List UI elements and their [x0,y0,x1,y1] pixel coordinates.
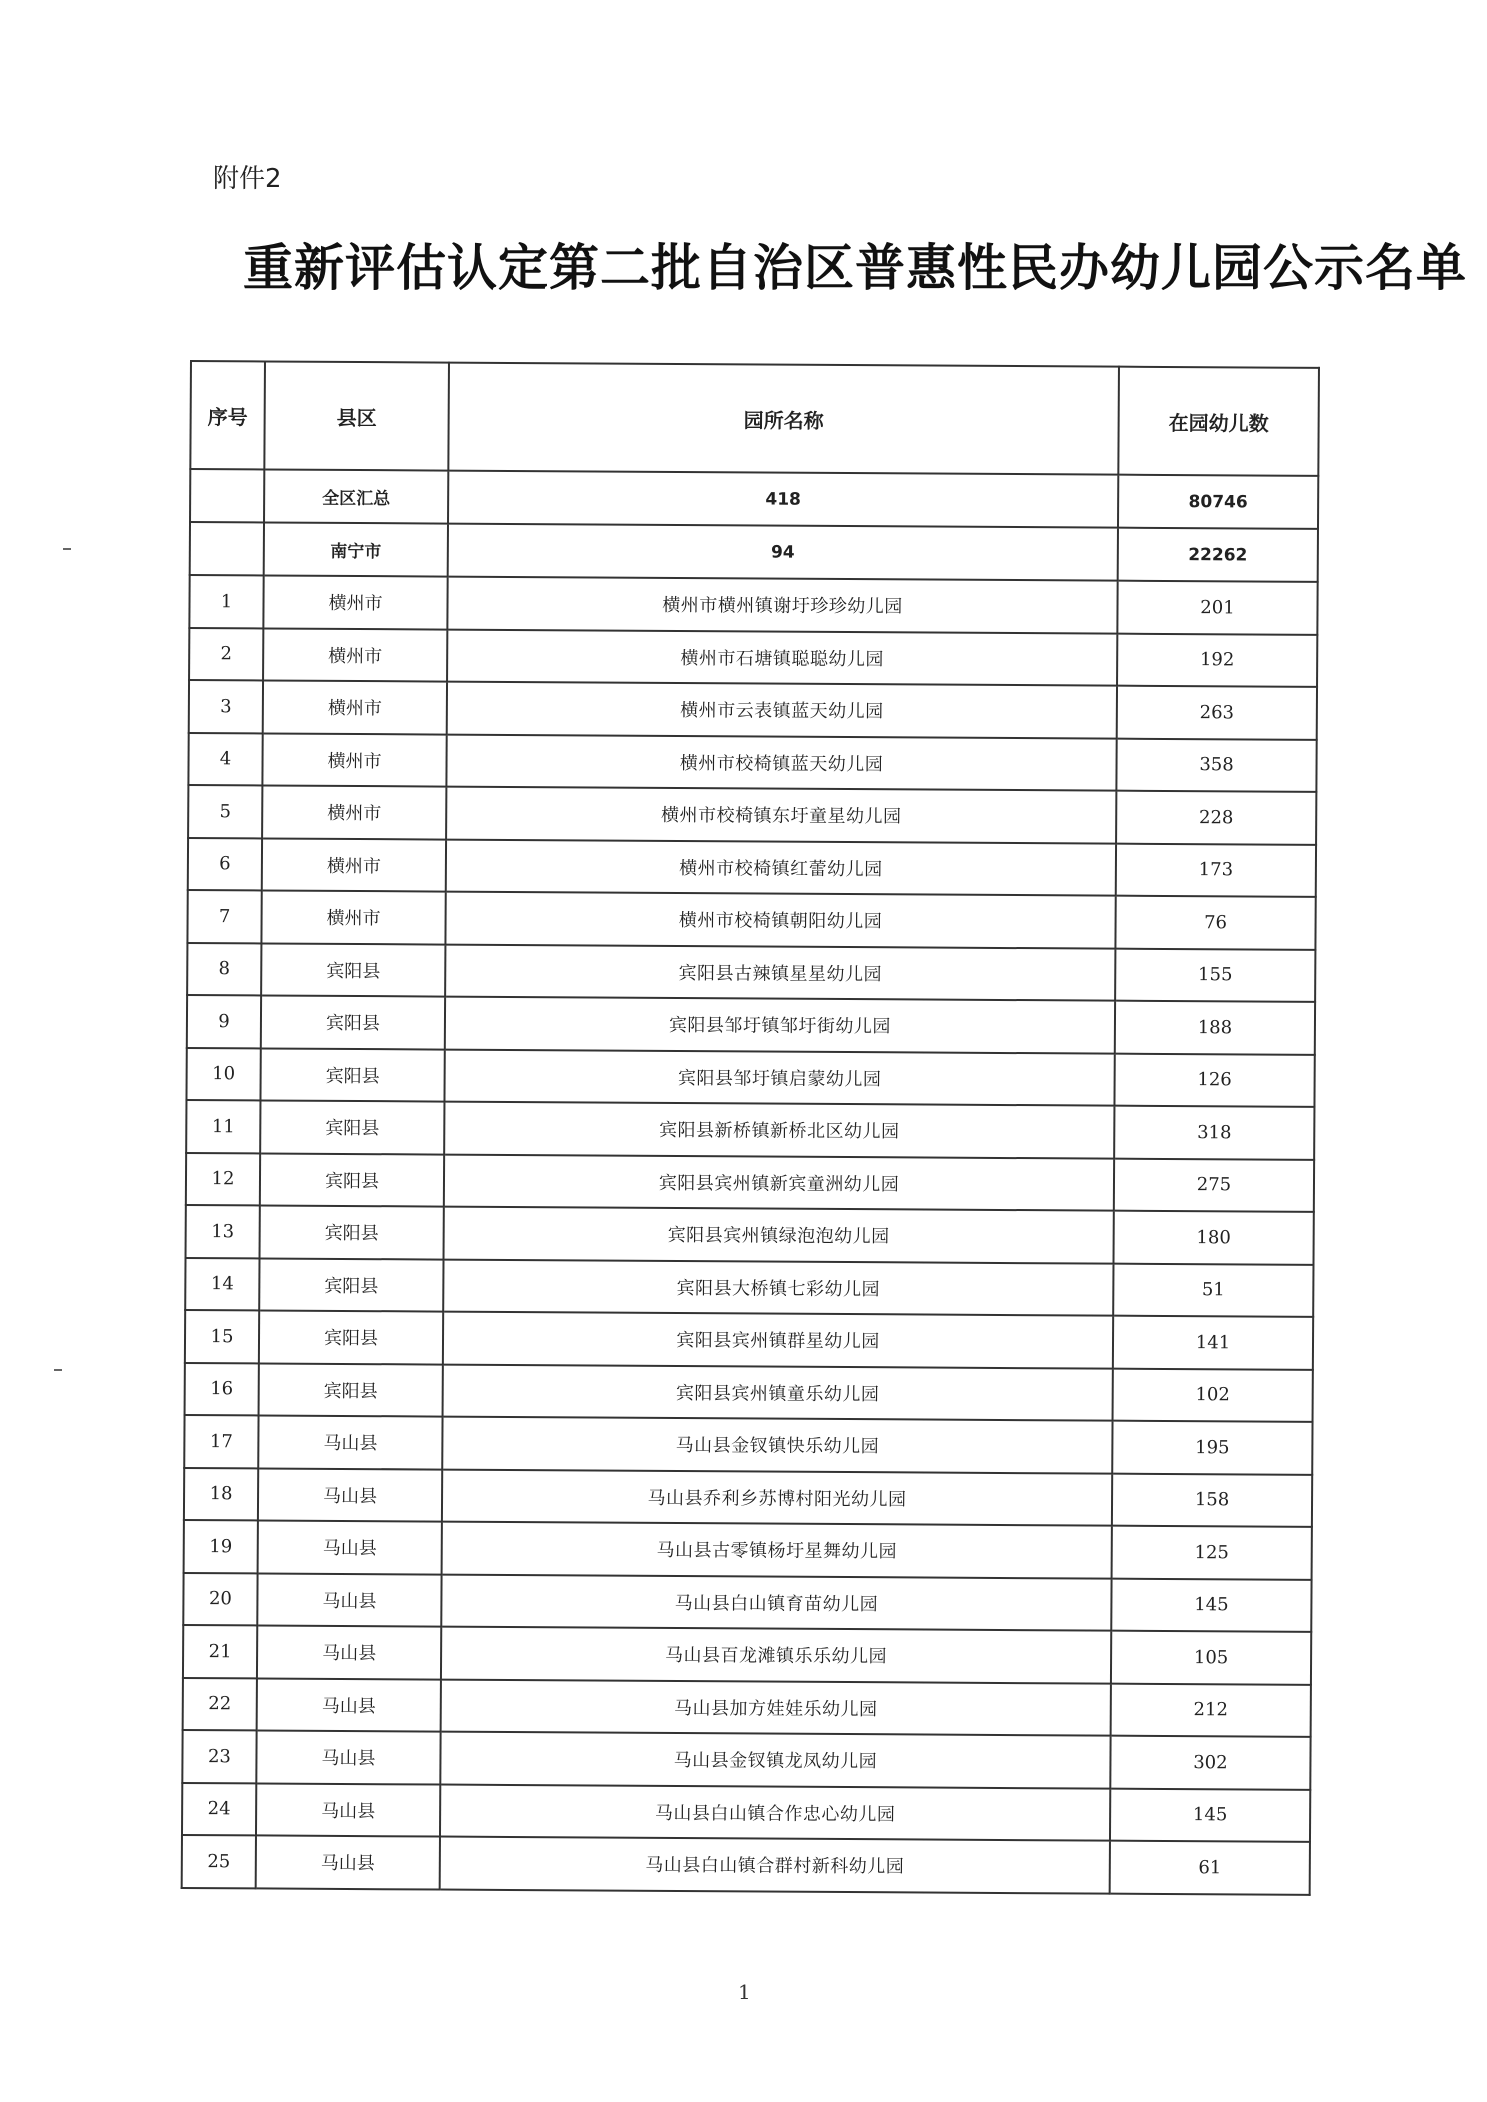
column-header-children-count: 在园幼儿数 [1118,367,1319,476]
row-index-cell: 9 [187,995,261,1048]
document-title: 重新评估认定第二批自治区普惠性民办幼儿园公示名单 [243,239,1467,297]
row-children-count-cell: 126 [1114,1053,1314,1107]
row-kindergarten-name-cell: 马山县金钗镇龙凤幼儿园 [440,1732,1110,1789]
summary-index-cell [190,469,264,522]
column-header-index: 序号 [190,361,265,469]
row-kindergarten-name-cell: 马山县乔利乡苏博村阳光幼儿园 [442,1469,1112,1526]
row-children-count-cell: 145 [1110,1788,1310,1842]
row-kindergarten-name-cell: 横州市云表镇蓝天幼儿园 [447,682,1117,739]
kindergarten-table-container [181,360,1318,1895]
row-children-count-cell: 141 [1113,1316,1313,1370]
row-children-count-cell: 155 [1115,948,1315,1002]
row-kindergarten-name-cell: 宾阳县新桥镇新桥北区幼儿园 [444,1102,1114,1159]
row-kindergarten-name-cell: 马山县百龙滩镇乐乐幼儿园 [441,1627,1111,1684]
row-county-cell: 横州市 [261,890,445,944]
row-kindergarten-name-cell: 宾阳县宾州镇绿泡泡幼儿园 [444,1207,1114,1264]
row-children-count-cell: 358 [1116,738,1316,792]
kindergarten-table [181,360,1320,1895]
row-kindergarten-name-cell: 马山县白山镇合作忠心幼儿园 [440,1784,1110,1841]
table-row [187,995,1315,1054]
row-index-cell: 21 [183,1625,257,1678]
row-index-cell: 10 [186,1047,260,1100]
table-row [188,785,1316,844]
row-county-cell: 宾阳县 [259,1310,443,1364]
table-row [185,1257,1313,1316]
row-index-cell: 11 [186,1100,260,1153]
row-children-count-cell: 125 [1112,1526,1312,1580]
row-kindergarten-name-cell: 马山县古零镇杨圩星舞幼儿园 [442,1522,1112,1579]
row-kindergarten-name-cell: 宾阳县宾州镇童乐幼儿园 [443,1364,1113,1421]
row-kindergarten-name-cell: 横州市校椅镇朝阳幼儿园 [445,892,1115,949]
summary-region-cell: 南宁市 [264,522,448,576]
scan-artifact-dash [63,548,71,550]
row-county-cell: 马山县 [256,1730,440,1784]
row-kindergarten-name-cell: 宾阳县古辣镇星星幼儿园 [445,944,1115,1001]
row-index-cell: 22 [183,1677,257,1730]
row-county-cell: 横州市 [262,785,446,839]
row-kindergarten-name-cell: 宾阳县邹圩镇邹圩街幼儿园 [445,997,1115,1054]
row-county-cell: 横州市 [262,733,446,787]
row-index-cell: 8 [187,942,261,995]
row-county-cell: 横州市 [263,628,447,682]
row-kindergarten-name-cell: 宾阳县邹圩镇启蒙幼儿园 [444,1049,1114,1106]
row-kindergarten-name-cell: 马山县白山镇合群村新科幼儿园 [440,1837,1110,1894]
row-children-count-cell: 228 [1116,791,1316,845]
row-kindergarten-name-cell: 马山县加方娃娃乐幼儿园 [441,1679,1111,1736]
table-row [185,1310,1313,1369]
row-kindergarten-name-cell: 宾阳县宾州镇新宾童洲幼儿园 [444,1154,1114,1211]
row-kindergarten-name-cell: 横州市校椅镇红蕾幼儿园 [446,839,1116,896]
table-row [182,1835,1310,1894]
row-children-count-cell: 188 [1115,1001,1315,1055]
table-row [185,1362,1313,1421]
row-children-count-cell: 173 [1116,843,1316,897]
row-kindergarten-name-cell: 横州市校椅镇东圩童星幼儿园 [446,787,1116,844]
summary-region-cell: 全区汇总 [264,469,448,523]
table-row [186,1152,1314,1211]
summary-count-cell: 418 [448,471,1118,528]
row-index-cell: 19 [184,1520,258,1573]
row-index-cell: 16 [185,1362,259,1415]
row-children-count-cell: 263 [1117,686,1317,740]
table-row [182,1730,1310,1789]
row-county-cell: 宾阳县 [260,1153,444,1207]
column-header-kindergarten-name: 园所名称 [448,363,1119,475]
row-index-cell: 23 [182,1730,256,1783]
row-index-cell: 1 [189,575,263,628]
row-children-count-cell: 61 [1110,1841,1310,1895]
summary-children-cell: 80746 [1118,475,1318,529]
row-county-cell: 横州市 [262,838,446,892]
summary-count-cell: 94 [448,524,1118,581]
row-index-cell: 15 [185,1310,259,1363]
table-row [183,1625,1311,1684]
row-county-cell: 宾阳县 [260,1100,444,1154]
summary-index-cell [190,522,264,575]
table-row [187,890,1315,949]
row-county-cell: 马山县 [256,1783,440,1837]
row-kindergarten-name-cell: 横州市横州镇谢圩珍珍幼儿园 [447,577,1117,634]
attachment-label: 附件2 [213,164,282,194]
row-children-count-cell: 192 [1117,633,1317,687]
row-children-count-cell: 212 [1111,1683,1311,1737]
row-kindergarten-name-cell: 横州市石塘镇聪聪幼儿园 [447,629,1117,686]
table-row [189,575,1317,634]
row-index-cell: 24 [182,1782,256,1835]
row-index-cell: 25 [182,1835,256,1888]
table-row [184,1415,1312,1474]
row-county-cell: 马山县 [257,1678,441,1732]
row-index-cell: 20 [183,1572,257,1625]
row-kindergarten-name-cell: 横州市校椅镇蓝天幼儿园 [446,734,1116,791]
table-row [186,1205,1314,1264]
row-index-cell: 14 [185,1257,259,1310]
table-row [189,628,1317,687]
table-row [189,680,1317,739]
row-county-cell: 横州市 [263,680,447,734]
row-children-count-cell: 76 [1115,896,1315,950]
row-kindergarten-name-cell: 马山县白山镇育苗幼儿园 [441,1574,1111,1631]
row-index-cell: 17 [184,1415,258,1468]
row-index-cell: 3 [189,680,263,733]
row-children-count-cell: 145 [1111,1578,1311,1632]
row-children-count-cell: 102 [1113,1368,1313,1422]
table-row [186,1047,1314,1106]
row-index-cell: 5 [188,785,262,838]
table-row [186,1100,1314,1159]
row-county-cell: 横州市 [263,575,447,629]
table-row [188,837,1316,896]
row-county-cell: 宾阳县 [260,1048,444,1102]
row-index-cell: 18 [184,1467,258,1520]
row-children-count-cell: 302 [1110,1736,1310,1790]
row-index-cell: 6 [188,837,262,890]
table-row [187,942,1315,1001]
row-county-cell: 宾阳县 [261,943,445,997]
row-children-count-cell: 51 [1113,1263,1313,1317]
row-children-count-cell: 201 [1117,581,1317,635]
summary-row-total [190,469,1318,529]
row-index-cell: 7 [187,890,261,943]
row-children-count-cell: 158 [1112,1473,1312,1527]
row-index-cell: 12 [186,1152,260,1205]
table-row [188,732,1316,791]
row-children-count-cell: 275 [1114,1158,1314,1212]
scan-artifact-dash [54,1369,62,1371]
row-kindergarten-name-cell: 宾阳县宾州镇群星幼儿园 [443,1312,1113,1369]
row-county-cell: 马山县 [256,1835,440,1889]
table-row [183,1677,1311,1736]
table-row [182,1782,1310,1841]
row-county-cell: 马山县 [258,1520,442,1574]
row-county-cell: 宾阳县 [260,1205,444,1259]
row-index-cell: 2 [189,628,263,681]
row-county-cell: 马山县 [257,1625,441,1679]
summary-children-cell: 22262 [1118,528,1318,582]
table-body [182,469,1319,1894]
row-county-cell: 宾阳县 [259,1363,443,1417]
table-row [183,1572,1311,1631]
page-number: 1 [738,1980,751,2004]
row-county-cell: 马山县 [257,1573,441,1627]
summary-row-city [190,522,1318,582]
row-children-count-cell: 318 [1114,1106,1314,1160]
table-header-row [190,361,1319,476]
row-children-count-cell: 195 [1112,1421,1312,1475]
row-county-cell: 马山县 [258,1468,442,1522]
row-county-cell: 宾阳县 [259,1258,443,1312]
table-row [184,1520,1312,1579]
table-row [184,1467,1312,1526]
row-index-cell: 4 [188,732,262,785]
row-kindergarten-name-cell: 宾阳县大桥镇七彩幼儿园 [443,1259,1113,1316]
row-index-cell: 13 [186,1205,260,1258]
row-county-cell: 宾阳县 [261,995,445,1049]
row-children-count-cell: 180 [1114,1211,1314,1265]
row-children-count-cell: 105 [1111,1631,1311,1685]
row-county-cell: 马山县 [258,1415,442,1469]
column-header-county: 县区 [264,361,449,470]
row-kindergarten-name-cell: 马山县金钗镇快乐幼儿园 [442,1417,1112,1474]
